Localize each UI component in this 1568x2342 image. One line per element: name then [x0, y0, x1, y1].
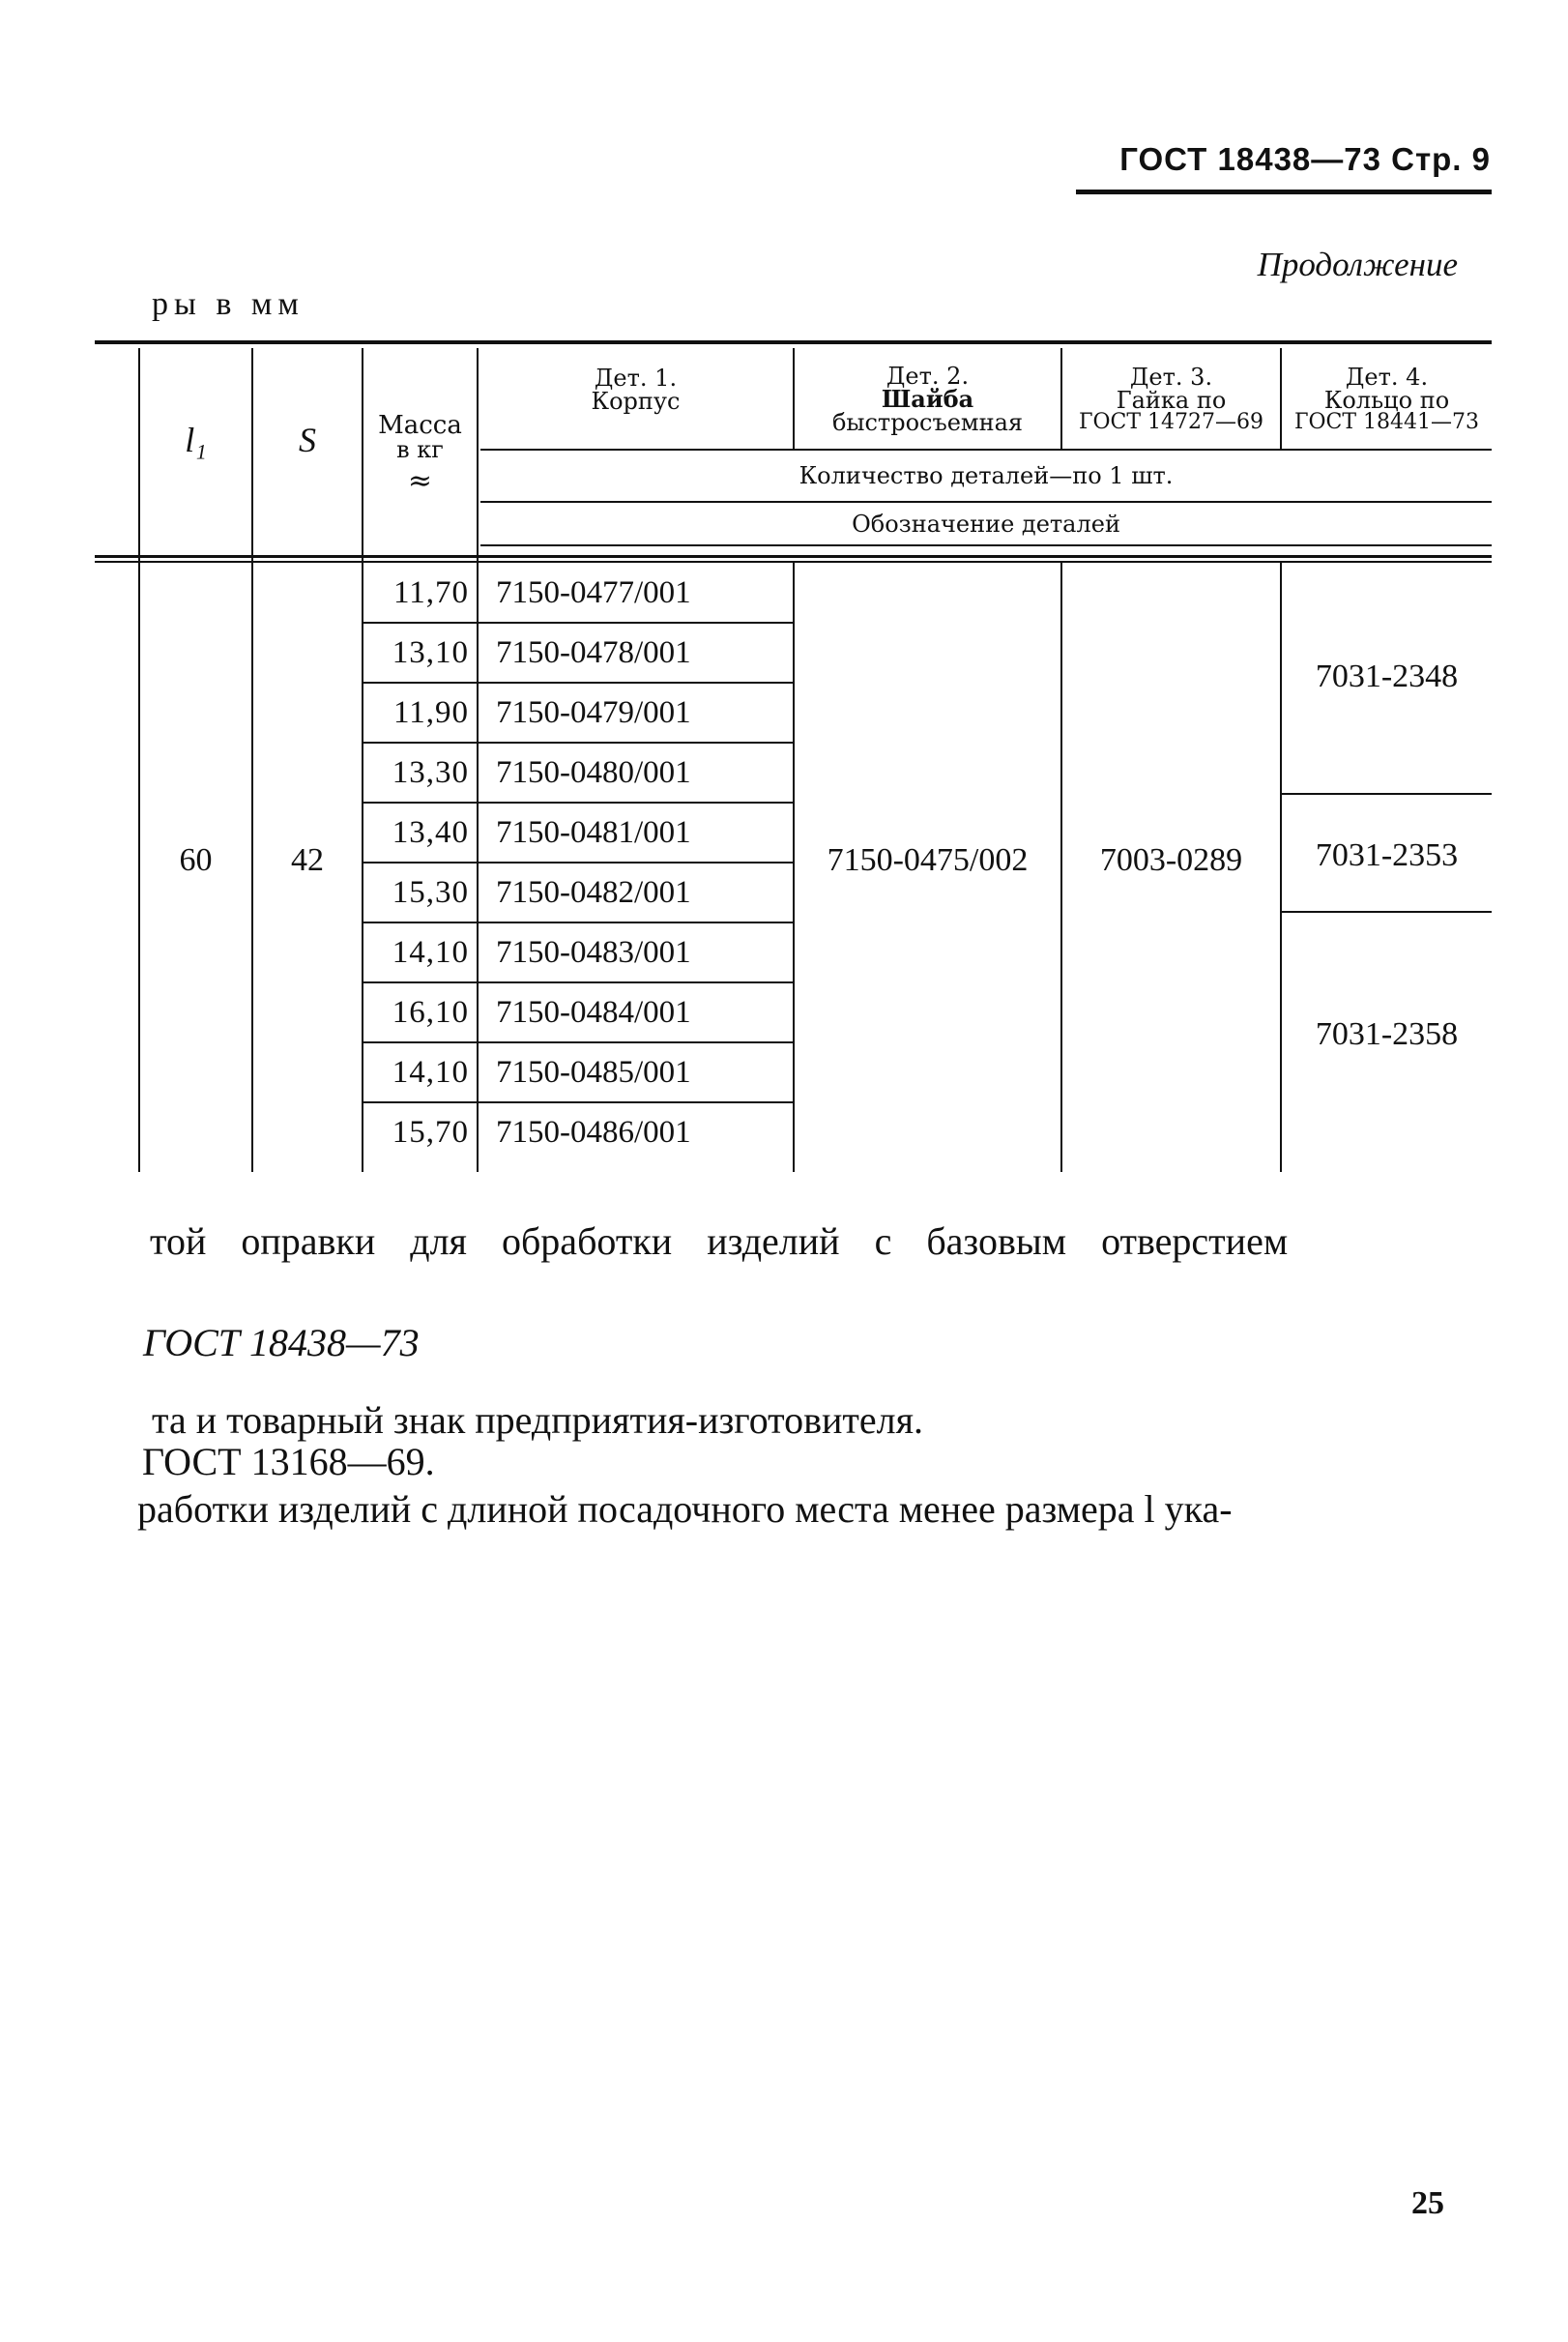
det1-code: 7150-0486/001 [496, 1114, 691, 1150]
header-rule [1076, 190, 1492, 194]
det4-number: Дет. 4. [1345, 364, 1429, 391]
det1-code: 7150-0484/001 [496, 994, 691, 1030]
det1-code: 7150-0485/001 [496, 1054, 691, 1090]
gost-reference: ГОСТ 18438—73 [143, 1321, 420, 1364]
det1-code: 7150-0477/001 [496, 574, 691, 610]
col-header-mass [363, 406, 477, 503]
mass-value: 13,30 [392, 754, 469, 790]
det4-divider-1 [1282, 793, 1492, 795]
mass-value: 16,10 [392, 994, 469, 1030]
mass-value: 14,10 [392, 934, 469, 970]
det2-header [795, 356, 1060, 443]
body-line-2: та и товарный знак предприятия-изготовителя. [152, 1398, 924, 1442]
det4-standard: ГОСТ 18441—73 [1293, 410, 1480, 434]
det4-code-3: 7031-2358 [1315, 1016, 1459, 1052]
body-line-3: ГОСТ 13168—69. [142, 1440, 435, 1483]
mass-value: 14,10 [392, 1054, 469, 1090]
quantity-header: Количество деталей—по 1 шт. [799, 462, 1174, 489]
det3-number: Дет. 3. [1129, 364, 1213, 391]
header-bottom-rule [95, 555, 1492, 558]
body-line-4: работки изделий с длиной посадочного места менее размера l ука- [137, 1487, 1233, 1531]
mass-value: 15,30 [392, 874, 469, 910]
designation-header: Обозначение деталей [852, 510, 1120, 538]
mass-value: 11,90 [392, 694, 469, 730]
mass-value: 11,70 [392, 574, 469, 610]
approx-sign: ≈ [407, 464, 433, 498]
det1-code: 7150-0483/001 [496, 934, 691, 970]
col-header-l1: l₁ [185, 421, 207, 459]
det1-name: Корпус [591, 387, 681, 415]
det2-name: Шайба [881, 385, 974, 413]
det1-code: 7150-0482/001 [496, 874, 691, 910]
det1-code: 7150-0478/001 [496, 634, 691, 670]
det1-code: 7150-0481/001 [496, 814, 691, 850]
det3-standard: ГОСТ 14727—69 [1078, 410, 1264, 434]
det2-type: быстросъемная [831, 409, 1024, 436]
det3-code: 7003-0289 [1099, 842, 1243, 878]
det4-code-1: 7031-2348 [1315, 659, 1459, 694]
det1-code: 7150-0480/001 [496, 754, 691, 790]
det3-header [1062, 356, 1280, 443]
det4-code-2: 7031-2353 [1315, 837, 1459, 873]
mass-value: 13,10 [392, 634, 469, 670]
det4-divider-2 [1282, 911, 1492, 913]
body-line-1: той оправки для обработки изделий с базовым отверстием [150, 1219, 1289, 1263]
s-value: 42 [291, 842, 324, 878]
units-label: ры в мм [152, 286, 305, 322]
continuation-label: Продолжение [1257, 246, 1458, 283]
table-top-rule [95, 340, 1492, 344]
det3-name: Гайка по [1116, 387, 1227, 414]
page-header-title: ГОСТ 18438—73 Стр. 9 [1119, 141, 1491, 177]
mass-label: Масса [378, 411, 462, 440]
det1-header [479, 358, 793, 421]
det4-name: Кольцо по [1323, 387, 1450, 414]
det1-code: 7150-0479/001 [496, 694, 691, 730]
mass-value: 13,40 [392, 814, 469, 850]
page-number: 25 [1411, 2185, 1444, 2221]
mass-unit: в кг [396, 436, 444, 463]
header-sub-rule-3 [480, 544, 1492, 546]
l1-value: 60 [179, 842, 213, 878]
col-header-s: S [299, 421, 316, 459]
mass-value: 15,70 [392, 1114, 469, 1150]
det2-code: 7150-0475/002 [827, 842, 1029, 878]
det1-number: Дет. 1. [594, 364, 678, 392]
det2-number: Дет. 2. [886, 363, 970, 390]
det4-header [1282, 356, 1492, 443]
